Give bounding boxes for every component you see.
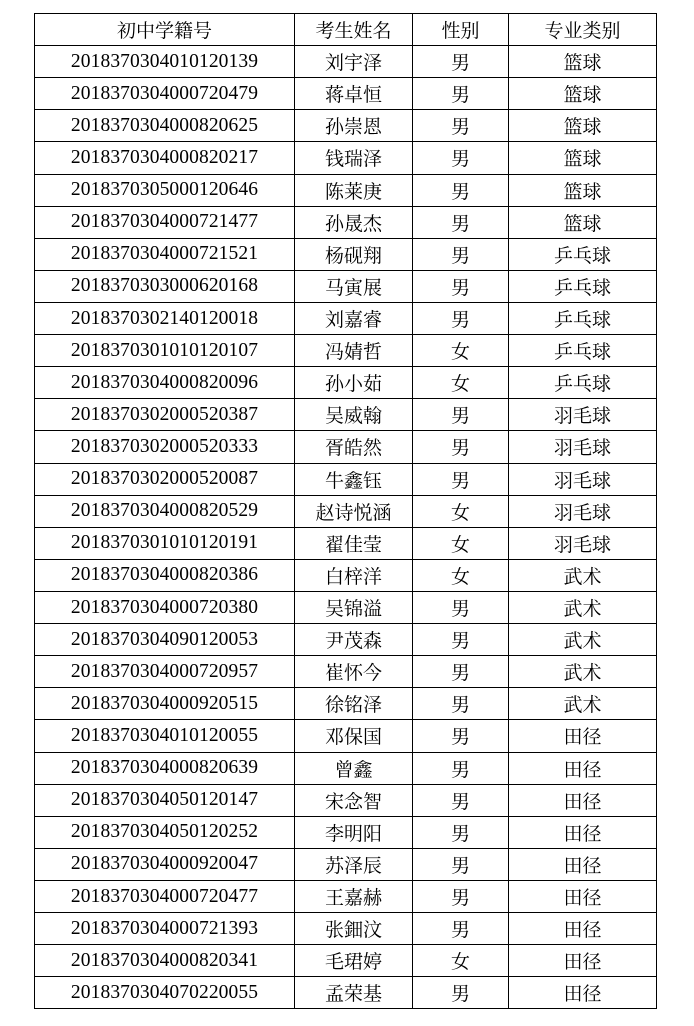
gender-cell: 男 (413, 591, 509, 623)
student-id-cell: 2018370304000721477 (35, 206, 295, 238)
table-row (35, 174, 657, 206)
table-row (35, 816, 657, 848)
gender-cell: 男 (413, 880, 509, 912)
student-id-cell: 2018370304010120055 (35, 720, 295, 752)
table-row (35, 431, 657, 463)
header-gender: 性别 (413, 14, 509, 46)
student-id-cell: 2018370304000820639 (35, 752, 295, 784)
table-row (35, 399, 657, 431)
student-id-cell: 2018370302000520333 (35, 431, 295, 463)
gender-cell: 男 (413, 688, 509, 720)
sport-category-cell: 武术 (509, 688, 657, 720)
gender-cell: 男 (413, 206, 509, 238)
sport-category-cell: 武术 (509, 591, 657, 623)
student-id-cell: 2018370304010120139 (35, 46, 295, 78)
student-id-cell: 2018370304050120252 (35, 816, 295, 848)
sport-category-cell: 田径 (509, 752, 657, 784)
student-name-cell: 胥皓然 (295, 431, 413, 463)
gender-cell: 男 (413, 431, 509, 463)
student-roster-table (34, 13, 657, 1009)
table-header-row (35, 14, 657, 46)
table-row (35, 945, 657, 977)
student-name-cell: 邓保国 (295, 720, 413, 752)
student-name-cell: 蒋卓恒 (295, 78, 413, 110)
table-row (35, 142, 657, 174)
sport-category-cell: 田径 (509, 720, 657, 752)
student-name-cell: 刘嘉睿 (295, 302, 413, 334)
table-row (35, 688, 657, 720)
gender-cell: 男 (413, 238, 509, 270)
student-name-cell: 吴威翰 (295, 399, 413, 431)
student-name-cell: 牛鑫钰 (295, 463, 413, 495)
gender-cell: 男 (413, 752, 509, 784)
table-row (35, 656, 657, 688)
student-name-cell: 尹茂森 (295, 624, 413, 656)
gender-cell: 男 (413, 78, 509, 110)
student-name-cell: 孙崇恩 (295, 110, 413, 142)
student-name-cell: 杨砚翔 (295, 238, 413, 270)
student-name-cell: 翟佳莹 (295, 527, 413, 559)
sport-category-cell: 田径 (509, 913, 657, 945)
student-name-cell: 毛珺婷 (295, 945, 413, 977)
student-id-cell: 2018370304000820529 (35, 495, 295, 527)
sport-category-cell: 篮球 (509, 142, 657, 174)
student-name-cell: 徐铭泽 (295, 688, 413, 720)
student-id-cell: 2018370303000620168 (35, 270, 295, 302)
table-row (35, 559, 657, 591)
student-name-cell: 孙晟杰 (295, 206, 413, 238)
student-name-cell: 曾鑫 (295, 752, 413, 784)
gender-cell: 女 (413, 945, 509, 977)
sport-category-cell: 羽毛球 (509, 495, 657, 527)
student-id-cell: 2018370301010120107 (35, 335, 295, 367)
sport-category-cell: 篮球 (509, 46, 657, 78)
student-name-cell: 李明阳 (295, 816, 413, 848)
gender-cell: 男 (413, 656, 509, 688)
sport-category-cell: 羽毛球 (509, 527, 657, 559)
student-name-cell: 赵诗悦涵 (295, 495, 413, 527)
header-student-name: 考生姓名 (295, 14, 413, 46)
student-id-cell: 2018370304000721521 (35, 238, 295, 270)
table-row (35, 977, 657, 1009)
student-name-cell: 崔怀今 (295, 656, 413, 688)
student-id-cell: 2018370304000720479 (35, 78, 295, 110)
table-row (35, 848, 657, 880)
gender-cell: 女 (413, 495, 509, 527)
student-id-cell: 2018370302000520387 (35, 399, 295, 431)
sport-category-cell: 武术 (509, 624, 657, 656)
sport-category-cell: 武术 (509, 559, 657, 591)
table-row (35, 206, 657, 238)
gender-cell: 男 (413, 110, 509, 142)
table-row (35, 46, 657, 78)
table-row (35, 302, 657, 334)
student-id-cell: 2018370304000720477 (35, 880, 295, 912)
table-row (35, 752, 657, 784)
gender-cell: 男 (413, 816, 509, 848)
gender-cell: 女 (413, 527, 509, 559)
gender-cell: 男 (413, 399, 509, 431)
gender-cell: 男 (413, 624, 509, 656)
sport-category-cell: 田径 (509, 880, 657, 912)
table-row (35, 495, 657, 527)
sport-category-cell: 乒乓球 (509, 302, 657, 334)
gender-cell: 男 (413, 270, 509, 302)
table-row (35, 880, 657, 912)
student-id-cell: 2018370304090120053 (35, 624, 295, 656)
sport-category-cell: 乒乓球 (509, 238, 657, 270)
table-row (35, 624, 657, 656)
student-roster-sheet (34, 13, 656, 1009)
gender-cell: 男 (413, 913, 509, 945)
student-name-cell: 钱瑞泽 (295, 142, 413, 174)
student-name-cell: 孟荣基 (295, 977, 413, 1009)
table-body (35, 46, 657, 1009)
student-id-cell: 2018370304000820386 (35, 559, 295, 591)
gender-cell: 男 (413, 142, 509, 174)
student-id-cell: 2018370304000820341 (35, 945, 295, 977)
sport-category-cell: 武术 (509, 656, 657, 688)
sport-category-cell: 乒乓球 (509, 335, 657, 367)
student-id-cell: 2018370304000920047 (35, 848, 295, 880)
table-row (35, 463, 657, 495)
sport-category-cell: 羽毛球 (509, 463, 657, 495)
sport-category-cell: 田径 (509, 945, 657, 977)
gender-cell: 男 (413, 463, 509, 495)
gender-cell: 男 (413, 784, 509, 816)
student-id-cell: 2018370304050120147 (35, 784, 295, 816)
student-id-cell: 2018370304000721393 (35, 913, 295, 945)
gender-cell: 男 (413, 302, 509, 334)
table-row (35, 335, 657, 367)
gender-cell: 男 (413, 46, 509, 78)
table-row (35, 367, 657, 399)
table-row (35, 591, 657, 623)
student-id-cell: 2018370304000920515 (35, 688, 295, 720)
gender-cell: 女 (413, 367, 509, 399)
student-id-cell: 2018370304000820096 (35, 367, 295, 399)
student-name-cell: 王嘉赫 (295, 880, 413, 912)
sport-category-cell: 篮球 (509, 174, 657, 206)
student-name-cell: 白梓洋 (295, 559, 413, 591)
header-sport-category: 专业类别 (509, 14, 657, 46)
student-name-cell: 冯婧哲 (295, 335, 413, 367)
sport-category-cell: 篮球 (509, 110, 657, 142)
student-name-cell: 苏泽辰 (295, 848, 413, 880)
table-row (35, 913, 657, 945)
student-id-cell: 2018370304000820625 (35, 110, 295, 142)
student-id-cell: 2018370304000820217 (35, 142, 295, 174)
gender-cell: 男 (413, 720, 509, 752)
student-id-cell: 2018370305000120646 (35, 174, 295, 206)
sport-category-cell: 田径 (509, 784, 657, 816)
table-row (35, 720, 657, 752)
student-name-cell: 刘宇泽 (295, 46, 413, 78)
header-student-id: 初中学籍号 (35, 14, 295, 46)
student-name-cell: 马寅展 (295, 270, 413, 302)
student-id-cell: 2018370302140120018 (35, 302, 295, 334)
sport-category-cell: 羽毛球 (509, 399, 657, 431)
student-name-cell: 陈莱庚 (295, 174, 413, 206)
student-id-cell: 2018370301010120191 (35, 527, 295, 559)
table-row (35, 110, 657, 142)
table-row (35, 527, 657, 559)
sport-category-cell: 篮球 (509, 206, 657, 238)
sport-category-cell: 乒乓球 (509, 270, 657, 302)
table-row (35, 784, 657, 816)
student-name-cell: 宋念智 (295, 784, 413, 816)
sport-category-cell: 田径 (509, 848, 657, 880)
student-name-cell: 孙小茹 (295, 367, 413, 399)
student-id-cell: 2018370304070220055 (35, 977, 295, 1009)
sport-category-cell: 乒乓球 (509, 367, 657, 399)
table-row (35, 78, 657, 110)
student-id-cell: 2018370304000720380 (35, 591, 295, 623)
table-row (35, 270, 657, 302)
sport-category-cell: 篮球 (509, 78, 657, 110)
student-name-cell: 张鈿汶 (295, 913, 413, 945)
sport-category-cell: 羽毛球 (509, 431, 657, 463)
student-name-cell: 吴锦溢 (295, 591, 413, 623)
student-id-cell: 2018370302000520087 (35, 463, 295, 495)
gender-cell: 男 (413, 174, 509, 206)
gender-cell: 男 (413, 848, 509, 880)
sport-category-cell: 田径 (509, 816, 657, 848)
student-id-cell: 2018370304000720957 (35, 656, 295, 688)
table-row (35, 238, 657, 270)
sport-category-cell: 田径 (509, 977, 657, 1009)
gender-cell: 女 (413, 335, 509, 367)
gender-cell: 男 (413, 977, 509, 1009)
gender-cell: 女 (413, 559, 509, 591)
